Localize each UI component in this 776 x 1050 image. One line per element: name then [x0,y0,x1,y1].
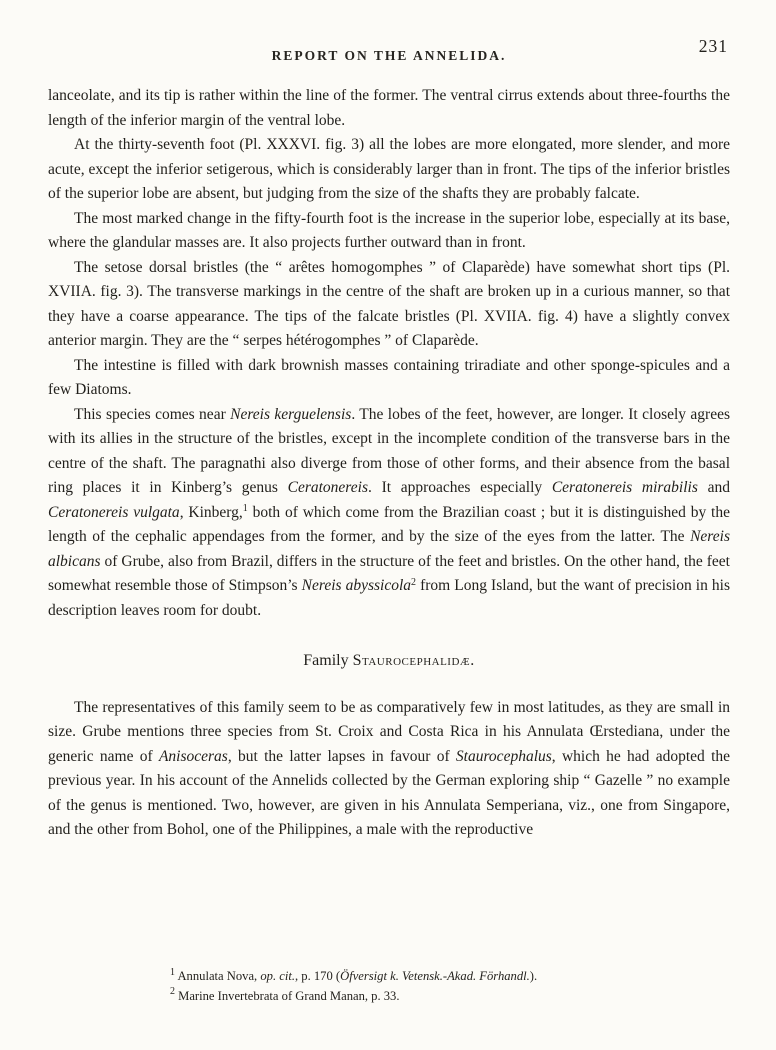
text-run: and [697,479,730,496]
page-number: 231 [698,36,728,56]
italic-term: Ceratonereis [287,479,368,496]
paragraph [48,133,730,207]
text-run: Family [303,652,353,669]
text-run: of Grube, also from Brazil, differs in the structure of the feet and bristles. On the other hand, the feet somewhat resemble those of Stimpson’s [48,552,730,594]
italic-term: op. cit. [260,969,295,983]
footnote-marker: 1 [242,503,248,514]
italic-term: Ceratonereis mirabilis [551,479,698,496]
paragraph [48,354,730,403]
page-body [48,84,730,843]
text-run: The intestine is filled with dark brownish masses containing triradiate and other sponge-spicules and a few Diatoms. [48,356,730,398]
italic-term: Nereis abyssicola [301,577,412,594]
italic-term: Öfversigt k. Vetensk.-Akad. Förhandl. [340,969,530,983]
page-header [48,36,730,70]
italic-term: Staurocephalus [455,747,552,765]
italic-term: Nereis albicans [48,528,730,570]
text-run: , which he had adopted the previous year. In his account of the Annelids collected by the German exploring ship “ Gazelle ” no example of the genus is mentioned. Two, however, are given in his Annulata Semperiana, viz., one from Singapore, and the other from Bohol, one of the Philippines, a male with the reproductive [48,747,731,838]
footnote [170,967,730,987]
section-heading [48,649,730,674]
text-run: . It approaches especially [367,479,552,496]
italic-term: Nereis kerguelensis [230,405,352,423]
text-run: Annulata Nova, [175,969,261,983]
paragraph [48,256,730,354]
text-run: Marine Invertebrata of Grand Manan, p. 33. [175,988,400,1003]
paragraph [48,696,730,843]
footnote-marker: 2 [170,986,175,997]
footnote-marker: 2 [411,576,417,588]
text-run: both of which come from the Brazilian coast ; but it is distinguished by the length of the cephalic appendages from the former, and by the size of the eyes from the latter. The [48,503,730,545]
text-run: lanceolate, and its tip is rather within the line of the former. The ventral cirrus extends about three-fourths the length of the inferior margin of the ventral lobe. [48,87,730,129]
text-run: ). [529,969,538,983]
paragraph [48,84,730,133]
italic-term: Anisoceras [158,747,228,765]
footnotes [170,967,730,1006]
text-run: At the thirty-seventh foot (Pl. XXXVI. fig. 3) all the lobes are more elongated, more slender, and more acute, except the inferior setigerous, which is considerably larger than in front. The tips of the inferior bristles of the superior lobe are absent, but judging from the size of the shafts they are probably falcate. [48,136,730,202]
text-run: . The lobes of the feet, however, are longer. It closely agrees with its allies in the structure of the bristles, except in the incomplete condition of the transverse bars in the centre of the shaft. The paragnathi also diverge from those of other forms, and their absence from the basal ring places it in Kinberg’s genus [48,405,730,496]
text-run: , Kinberg, [179,503,243,521]
paragraph [48,207,730,256]
running-title: REPORT ON THE ANNELIDA. [271,48,507,63]
footnote-marker: 1 [170,966,175,978]
text-run: The representatives of this family seem to be as comparatively few in most latitudes, as they are small in size. Grube mentions three species from St. Croix and Costa Rica in his Annulata Œrstediana, under the generic name of [48,698,730,765]
text-run: The most marked change in the fifty-fourth foot is the increase in the superior lobe, especially at its base, where the glandular masses are. It also projects further outward than in front. [48,209,730,251]
text-run: This species comes near [74,405,231,423]
text-run: , but the latter lapses in favour of [227,747,456,765]
text-run: from Long Island, but the want of precision in his description leaves room for doubt. [48,577,730,619]
paragraph [48,403,730,624]
small-caps-name: Staurocephalidæ. [352,652,475,669]
text-run: The setose dorsal bristles (the “ arêtes homogomphes ” of Claparède) have somewhat short tips (Pl. XVIIA. fig. 3). The transverse markings in the centre of the shaft are broken up in a curious manner, so that they have a coarse appearance. The tips of the falcate bristles (Pl. XVIIA. fig. 4) have a slightly convex anterior margin. They are the “ serpes hétérogomphes ” of Claparède. [48,258,730,349]
footnote [170,987,730,1007]
text-run: , p. 170 ( [294,969,341,983]
italic-term: Ceratonereis vulgata [48,503,180,521]
